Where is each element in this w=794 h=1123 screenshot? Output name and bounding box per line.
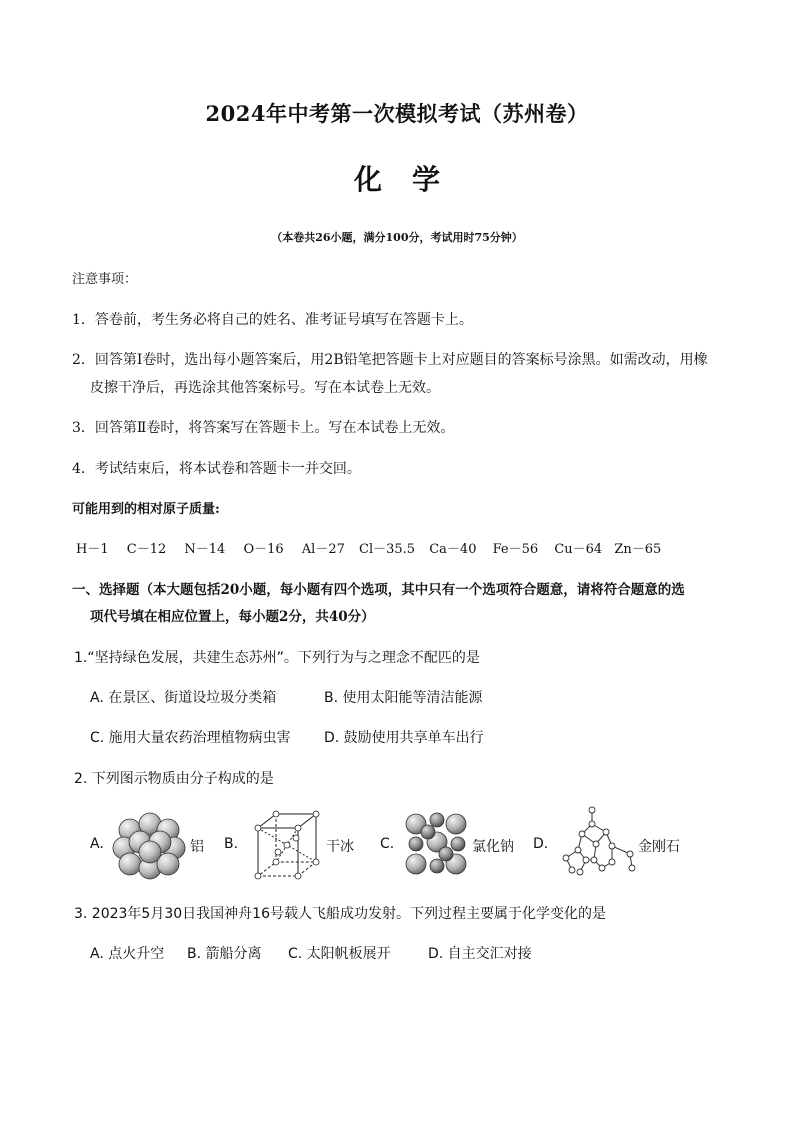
- notice-item-2: 2．回答第Ⅰ卷时，选出每小题答案后，用2B铅笔把答题卡上对应题目的答案标号涂黑。如需改动，用橡: [72, 352, 708, 368]
- q1-option-c: C. 施用大量农药治理植物病虫害: [90, 730, 291, 746]
- aluminum-structure-image: [110, 810, 190, 882]
- q1-option-d: D. 鼓励使用共享单车出行: [324, 730, 484, 746]
- notice-item-1: 1．答卷前，考生务必将自己的姓名、准考证号填写在答题卡上。: [72, 312, 473, 328]
- section1-heading: 一、选择题（本大题包括20小题，每小题有四个选项，其中只有一个选项符合题意，请将符合题意的选: [72, 582, 685, 598]
- atomic-mass-cu: Cu－64: [554, 542, 603, 557]
- notice-item-4: 4．考试结束后，将本试卷和答题卡一并交回。: [72, 461, 361, 477]
- q1-stem: 1.“坚持绿色发展，共建生态苏州”。下列行为与之理念不配匹的是: [74, 650, 480, 666]
- q2-option-b-letter: B.: [224, 836, 239, 852]
- q3-option-b: B. 箭船分离: [187, 946, 262, 962]
- q1-option-b: B. 使用太阳能等清洁能源: [324, 690, 483, 706]
- atomic-mass-h: H－1: [76, 542, 109, 557]
- q2-stem: 2. 下列图示物质由分子构成的是: [74, 771, 274, 787]
- q3-option-a: A. 点火升空: [90, 946, 165, 962]
- atomic-mass-zn: Zn－65: [614, 542, 662, 557]
- notice-heading: 注意事项：: [72, 272, 138, 287]
- q3-stem: 3. 2023年5月30日我国神舟16号载人飞船成功发射。下列过程主要属于化学变化的是: [74, 906, 606, 922]
- notice-item-3: 3．回答第Ⅱ卷时，将答案写在答题卡上。写在本试卷上无效。: [72, 420, 455, 436]
- q2-option-d-name: 金刚石: [638, 839, 680, 855]
- q2-option-a-letter: A.: [90, 836, 104, 852]
- atomic-mass-c: C－12: [126, 542, 167, 557]
- q2-option-a-name: 铝: [190, 839, 204, 855]
- exam-scope: （本卷共26小题，满分100分，考试用时75分钟）: [271, 231, 523, 244]
- q2-option-c-name: 氯化钠: [472, 839, 514, 855]
- diamond-structure-image: [556, 804, 640, 880]
- atomic-mass-fe: Fe－56: [492, 542, 539, 557]
- q2-option-b-name: 干冰: [326, 839, 354, 855]
- notice-item-2-cont: 皮擦干净后，再选涂其他答案标号。写在本试卷上无效。: [90, 380, 440, 396]
- atomic-mass-heading: 可能用到的相对原子质量:: [72, 502, 220, 517]
- q3-option-d: D. 自主交汇对接: [428, 946, 532, 962]
- q2-option-d-letter: D.: [533, 836, 549, 852]
- atomic-mass-cl: Cl－35.5: [359, 542, 416, 557]
- exam-title: 2024年中考第一次模拟考试（苏州卷）: [205, 101, 589, 126]
- q3-option-c: C. 太阳帆板展开: [288, 946, 391, 962]
- atomic-mass-list: [76, 538, 661, 557]
- subject-title: 化学: [353, 163, 470, 196]
- section1-heading-cont: 项代号填在相应位置上，每小题2分，共40分）: [90, 609, 375, 625]
- q1-option-a: A. 在景区、街道设垃圾分类箱: [90, 690, 277, 706]
- atomic-mass-al: Al－27: [301, 542, 345, 557]
- atomic-mass-ca: Ca－40: [429, 542, 477, 557]
- dry-ice-structure-image: [248, 806, 324, 884]
- atomic-mass-n: N－14: [184, 542, 226, 557]
- sodium-chloride-structure-image: [402, 808, 472, 880]
- atomic-mass-o: O－16: [243, 542, 284, 557]
- q2-option-c-letter: C.: [380, 836, 395, 852]
